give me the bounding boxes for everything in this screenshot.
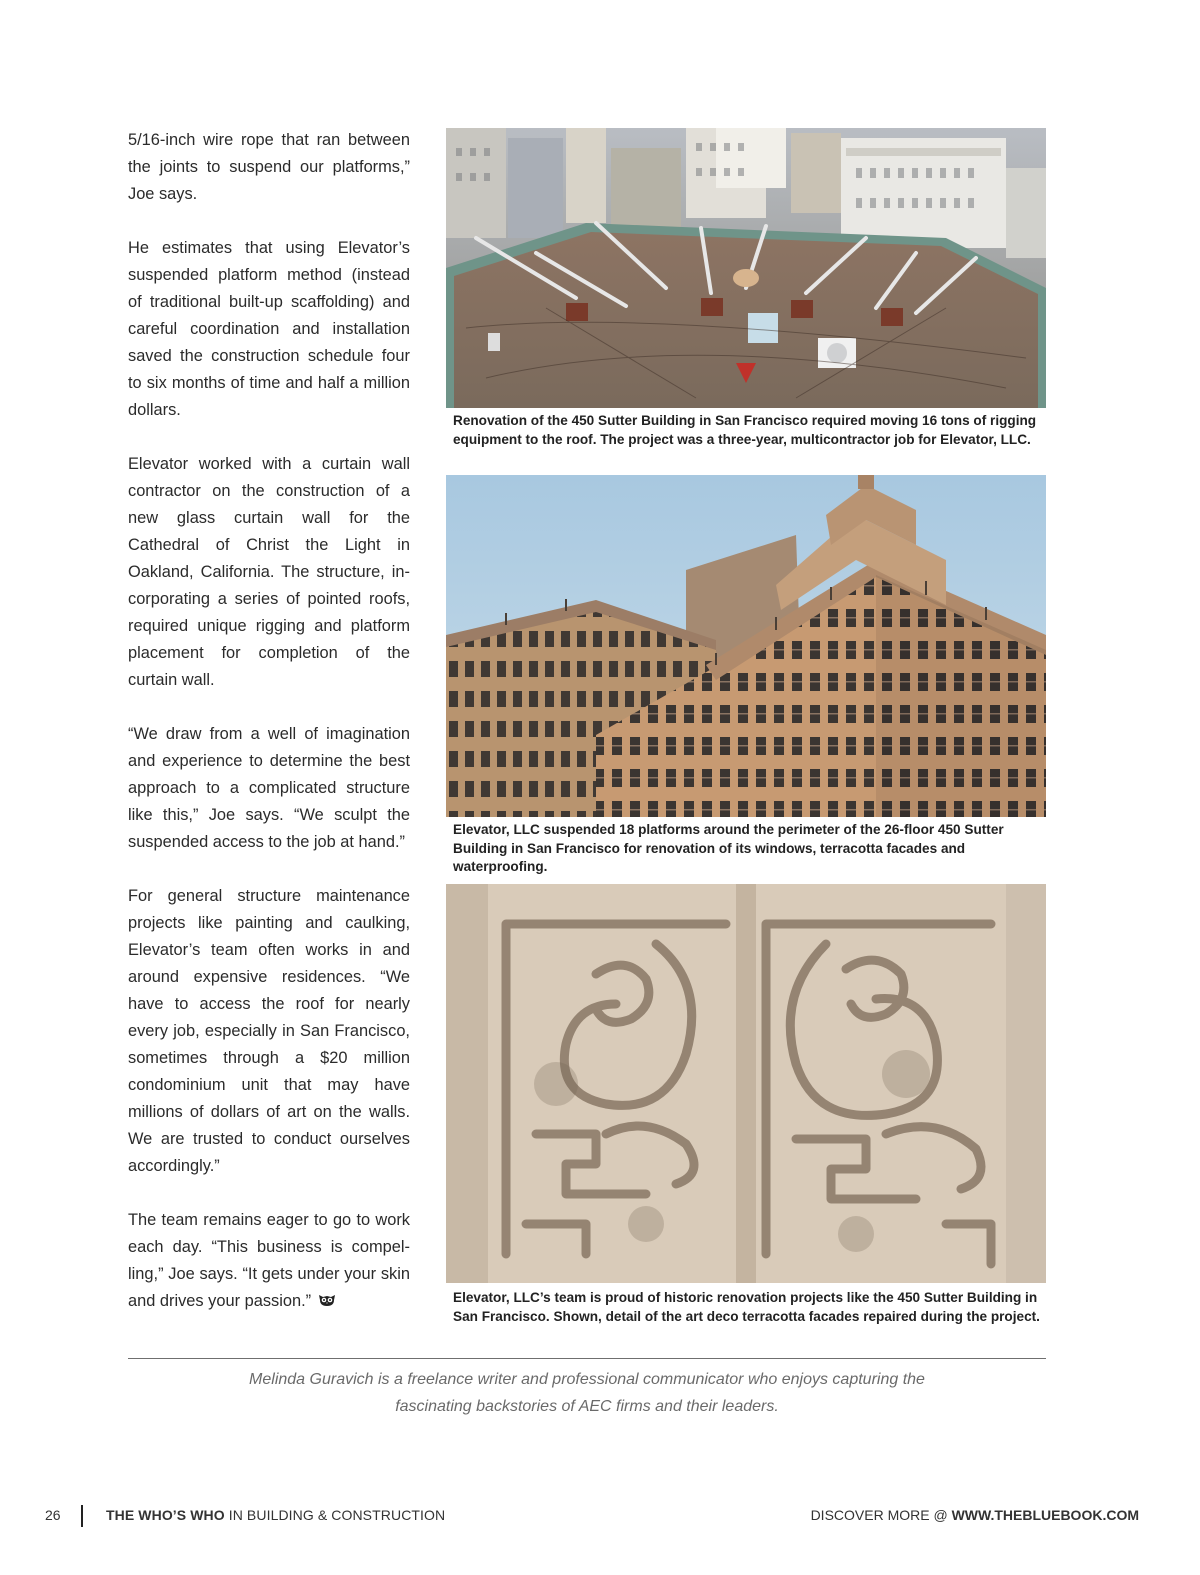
- article-paragraph-6-text: The team remains eager to go to work each day. “This business is compelling,” Joe says. “It gets under your skin and drives your passion.”: [128, 1211, 410, 1310]
- sutter-building-illustration: [446, 475, 1046, 817]
- article-body: [128, 127, 410, 1342]
- article-paragraph-5: For general structure maintenance projects like painting and caulking, Elevator’s team often works in and around expensive residences. “We have to access the roof for nearly every job, especially in San Francisco, sometimes through a $20 million condominium unit that may have millions of dollars of art on the walls. We are trusted to conduct ourselves accordingly.”: [128, 887, 410, 1175]
- publication-title-bold: THE WHO’S WHO: [106, 1507, 225, 1523]
- rooftop-rigging-illustration: [446, 128, 1046, 408]
- article-paragraph-1: 5/16-inch wire rope that ran between the joints to suspend our platforms,” Joe says.: [128, 131, 410, 203]
- discover-prefix: DISCOVER MORE @: [810, 1507, 952, 1523]
- article-paragraph-2: He estimates that using Elevator’s suspended platform method (instead of traditional built-up scaffolding) and careful coordination and installation saved the construction schedule four to six months of time and half a million dollars.: [128, 239, 410, 419]
- building-photo-caption: Elevator, LLC suspended 18 platforms around the perimeter of the 26-floor 450 Sutter Building in San Francisco for renovation of its windows, terracotta facades and waterproofing.: [453, 822, 1004, 875]
- author-bio: Melinda Guravich is a freelance writer and professional communicator who enjoys capturing the fascinating backstories of AEC firms and their leaders.: [249, 1371, 925, 1415]
- footer-divider: [81, 1505, 83, 1527]
- terracotta-detail-photo: [446, 884, 1046, 1283]
- publication-title-rest: IN BUILDING & CONSTRUCTION: [224, 1507, 446, 1523]
- publication-title: [106, 1507, 445, 1523]
- article-paragraph-6: [128, 1207, 410, 1315]
- rooftop-photo-caption: Renovation of the 450 Sutter Building in San Francisco required moving 16 tons of rigging equipment to the roof. The project was a three-year, multicontractor job for Elevator, LLC.: [453, 413, 1037, 447]
- discover-url[interactable]: WWW.THEBLUEBOOK.COM: [951, 1507, 1139, 1523]
- owl-end-mark-icon: [317, 1293, 337, 1307]
- rooftop-rigging-photo: [446, 128, 1046, 408]
- terracotta-detail-illustration: [446, 884, 1046, 1283]
- sutter-building-photo: [446, 475, 1046, 817]
- page-number: 26: [45, 1507, 61, 1523]
- discover-more-link[interactable]: [811, 1507, 1139, 1523]
- article-paragraph-3: Elevator worked with a curtain wall contractor on the construction of a new glass curtain wall for the Cathedral of Christ the Light in Oakland, California. The structure, incorporating a series of pointed roofs, required unique rigging and platform placement for completion of the curtain wall.: [128, 455, 410, 689]
- page-footer: [0, 1505, 1200, 1527]
- terracotta-photo-caption: Elevator, LLC’s team is proud of historic renovation projects like the 450 Sutter Building in San Francisco. Shown, detail of the art deco terracotta facades repaired during the project.: [453, 1290, 1040, 1324]
- article-paragraph-4: “We draw from a well of imagination and experience to determine the best approach to a complicated structure like this,” Joe says. “We sculpt the suspended access to the job at hand.”: [128, 725, 410, 851]
- bio-divider: [128, 1358, 1046, 1359]
